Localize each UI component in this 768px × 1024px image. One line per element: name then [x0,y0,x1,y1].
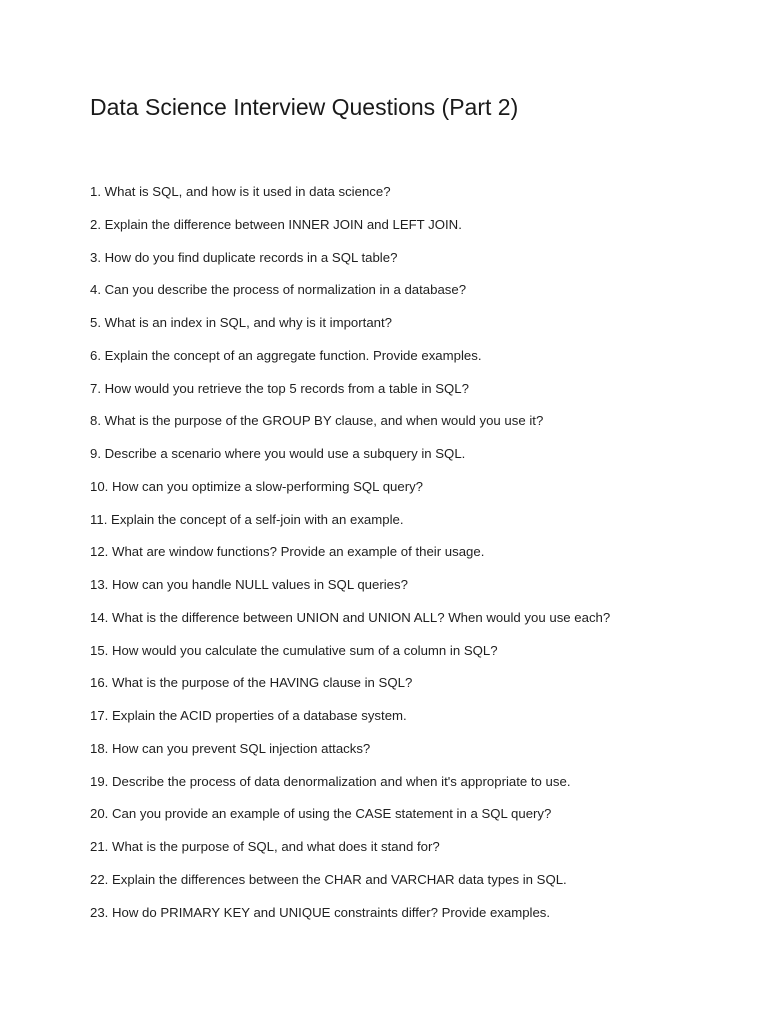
question-item: 23. How do PRIMARY KEY and UNIQUE constraints differ? Provide examples. [90,904,551,920]
question-item: 10. How can you optimize a slow-performing SQL query? [90,478,424,494]
question-item: 19. Describe the process of data denormalization and when it's appropriate to use. [90,773,571,789]
question-item: 7. How would you retrieve the top 5 records from a table in SQL? [90,380,469,396]
question-item: 2. Explain the difference between INNER JOIN and LEFT JOIN. [90,216,462,232]
question-item: 8. What is the purpose of the GROUP BY clause, and when would you use it? [90,413,544,429]
question-item: 22. Explain the differences between the CHAR and VARCHAR data types in SQL. [90,871,567,887]
document-title: Data Science Interview Questions (Part 2) [90,94,519,120]
question-item: 21. What is the purpose of SQL, and what does it stand for? [90,839,440,854]
question-item: 12. What are window functions? Provide an example of their usage. [90,544,485,560]
question-item: 11. Explain the concept of a self-join with an example. [90,511,404,527]
question-item: 18. How can you prevent SQL injection attacks? [90,740,371,756]
question-item: 14. What is the difference between UNION and UNION ALL? When would you use each? [90,609,611,625]
question-item: 5. What is an index in SQL, and why is it important? [90,315,392,330]
question-item: 13. How can you handle NULL values in SQL queries? [90,577,408,592]
question-item: 3. How do you find duplicate records in a SQL table? [90,249,398,265]
question-item: 6. Explain the concept of an aggregate function. Provide examples. [90,347,482,363]
question-item: 15. How would you calculate the cumulative sum of a column in SQL? [90,642,498,658]
question-item: 1. What is SQL, and how is it used in data science? [90,184,391,199]
question-item: 9. Describe a scenario where you would use a subquery in SQL. [90,446,466,461]
question-list [90,181,730,934]
question-item: 16. What is the purpose of the HAVING clause in SQL? [90,675,413,691]
question-item: 4. Can you describe the process of normalization in a database? [90,282,467,298]
question-item: 17. Explain the ACID properties of a database system. [90,708,407,723]
question-item: 20. Can you provide an example of using the CASE statement in a SQL query? [90,806,552,822]
